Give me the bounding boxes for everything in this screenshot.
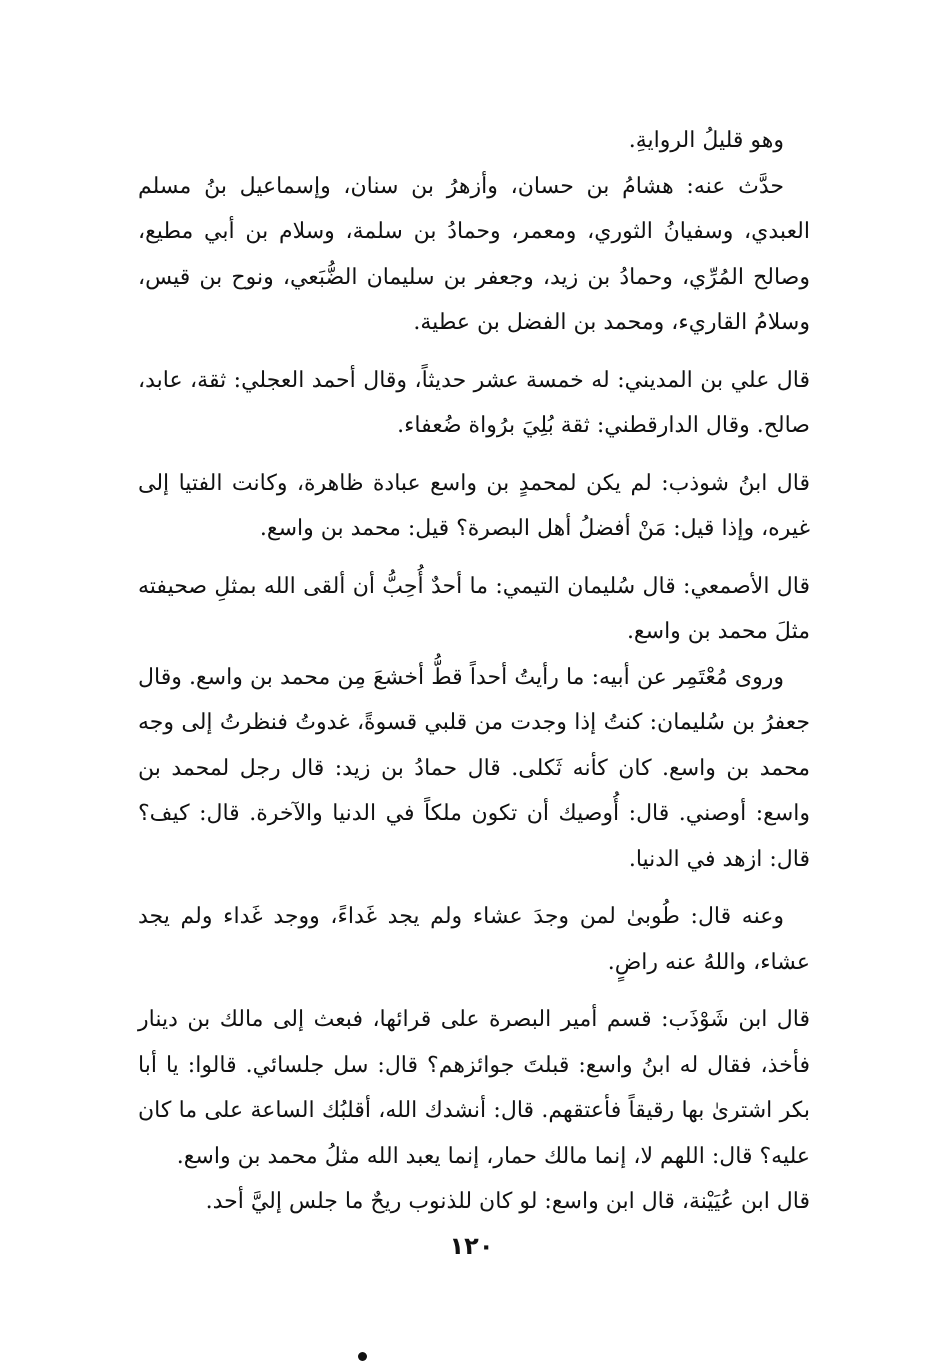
- paragraph-tuba: وعنه قال: طُوبىٰ لمن وجدَ عشاء ولم يجد غَداءً، ووجد غَداء ولم يجد عشاء، واللهُ عنه راضٍ.: [138, 904, 810, 975]
- paragraph-ibn-uyaynah: قال ابن عُيَيْنة، قال ابن واسع: لو كان للذنوب ريحٌ ما جلس إليَّ أحد.: [205, 1189, 810, 1214]
- paragraph-basra-emir: قال ابن شَوْذَب: قسم أمير البصرة على قرائها، فبعث إلى مالك بن دينار فأخذ، فقال له ابنُ واسع: قبلتَ جوائزهم؟ قال: سل جلسائي. قالوا: يا أبا بكر اشترىٰ بها رقيقاً فأعتقهم. قال: أنشدك الله، أقلبُك الساعة على ما كان عليه؟ قال: اللهم لا، إنما مالك حمار، إنما يعبد الله مثلُ محمد بن واسع.: [138, 1007, 810, 1169]
- paragraph-al-asmai: قال الأصمعي: قال سُليمان التيمي: ما أحدٌ أُحِبُّ أن ألقى الله بمثلِ صحيفته مثلَ محمد بن واسع.: [138, 573, 810, 644]
- paragraph-narration-note: وهو قليلُ الروايةِ.: [628, 128, 784, 153]
- paragraph-ibn-al-madini: قال علي بن المديني: له خمسة عشر حديثاً، وقال أحمد العجلي: ثقة، عابد، صالح. وقال الدارقطني: ثقة بُلِيَ برُواة ضُعفاء.: [138, 367, 810, 438]
- paragraph-ibn-shawdhab: قال ابنُ شوذب: لم يكن لمحمدٍ بن واسع عبادة ظاهرة، وكانت الفتيا إلى غيره، وإذا قيل: مَنْ أفضلُ أهل البصرة؟ قيل: محمد بن واسع.: [138, 470, 810, 541]
- paragraph-mutamir: وروى مُعْتَمِر عن أبيه: ما رأيتُ أحداً قطُّ أخشعَ مِن محمد بن واسع. وقال جعفرُ بن سُليمان: كنتُ إذا وجدت من قلبي قسوةً، غدوتُ فنظرتُ إلى وجه محمد بن واسع. كان كأنه ثَكلى. قال حمادُ بن زيد: قال رجل لمحمد بن واسع: أوصني. قال: أُوصيك أن تكون ملكاً في الدنيا والآخرة. قال: كيف؟ قال: ازهد في الدنيا.: [138, 664, 810, 872]
- paragraph-narrators-list: حدَّث عنه: هشامُ بن حسان، وأزهرُ بن سنان، وإسماعيل بنُ مسلم العبدي، وسفيانُ الثوري، ومعمر، وحمادُ بن سلمة، وسلام بن أبي مطيع، وصالح المُرِّي، وحمادُ بن زيد، وجعفر بن سليمان الضُّبَعي، ونوح بن قيس، وسلامُ القاريء، ومحمد بن الفضل بن عطية.: [138, 173, 810, 335]
- page-number: ١٢٠: [449, 1232, 494, 1260]
- scan-speck-mark: [358, 1352, 367, 1361]
- page-body-text: [138, 118, 810, 1225]
